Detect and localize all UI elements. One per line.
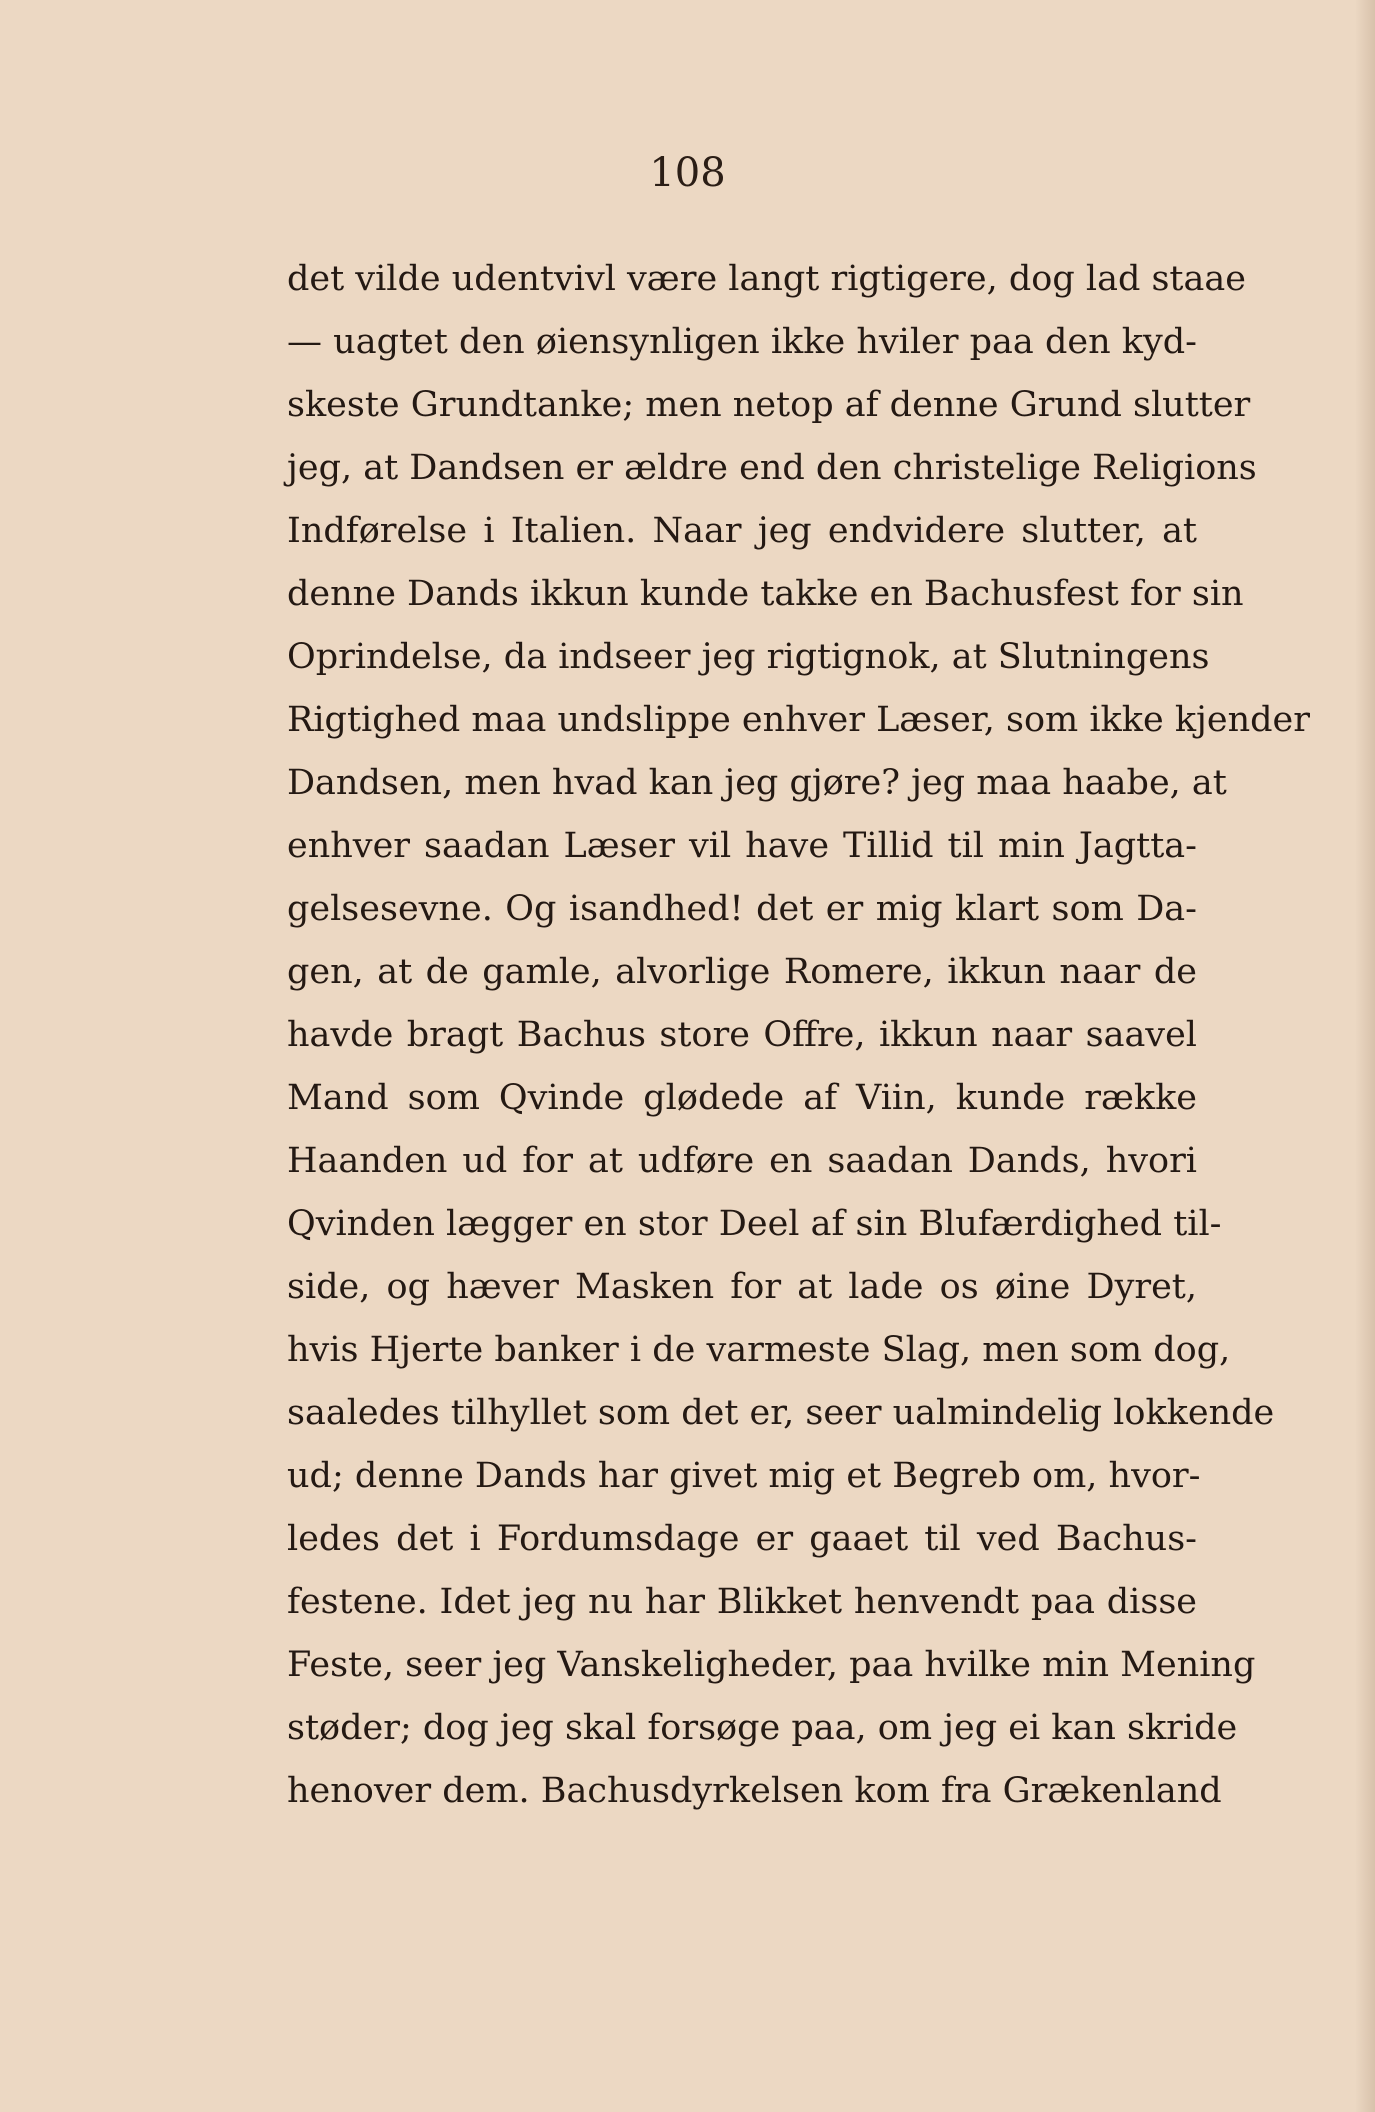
text-line: side, og hæver Masken for at lade os øine Dyret, — [287, 1267, 1197, 1307]
page-number: 108 — [649, 150, 726, 196]
text-line: gelsesevne. Og isandhed! det er mig klart som Da- — [287, 889, 1197, 929]
text-line: ledes det i Fordumsdage er gaaet til ved Bachus- — [287, 1519, 1197, 1559]
text-line: Feste, seer jeg Vanskeligheder, paa hvilke min Mening — [287, 1645, 1256, 1685]
text-line: Haanden ud for at udføre en saadan Dands, hvori — [287, 1141, 1197, 1181]
page-edge-shadow — [1355, 0, 1375, 2112]
text-line: hvis Hjerte banker i de varmeste Slag, men som dog, — [287, 1330, 1231, 1370]
text-line: gen, at de gamle, alvorlige Romere, ikkun naar de — [287, 952, 1197, 992]
text-line: henover dem. Bachusdyrkelsen kom fra Grækenland — [287, 1771, 1222, 1811]
text-line: skeste Grundtanke; men netop af denne Grund slutter — [287, 385, 1251, 425]
text-line: saaledes tilhyllet som det er, seer ualmindelig lokkende — [287, 1393, 1275, 1433]
text-line: Dandsen, men hvad kan jeg gjøre? jeg maa haabe, at — [287, 763, 1227, 803]
text-line: Oprindelse, da indseer jeg rigtignok, at Slutningens — [287, 637, 1210, 677]
text-line: Mand som Qvinde glødede af Viin, kunde række — [287, 1078, 1197, 1118]
text-line: ud; denne Dands har givet mig et Begreb om, hvor- — [287, 1456, 1201, 1496]
text-line: jeg, at Dandsen er ældre end den christelige Religions — [287, 448, 1257, 488]
text-line: — uagtet den øiensynligen ikke hviler paa den kyd- — [287, 322, 1197, 362]
body-text — [287, 248, 1310, 1823]
text-line: havde bragt Bachus store Offre, ikkun naar saavel — [287, 1015, 1197, 1055]
text-line: festene. Idet jeg nu har Blikket henvendt paa disse — [287, 1582, 1197, 1622]
text-line: Qvinden lægger en stor Deel af sin Blufærdighed til- — [287, 1204, 1222, 1244]
text-line: støder; dog jeg skal forsøge paa, om jeg ei kan skride — [287, 1708, 1238, 1748]
text-line: det vilde udentvivl være langt rigtigere, dog lad staae — [287, 259, 1246, 299]
text-line: enhver saadan Læser vil have Tillid til min Jagtta- — [287, 826, 1197, 866]
text-line: Rigtighed maa undslippe enhver Læser, som ikke kjender — [287, 700, 1310, 740]
text-line: Indførelse i Italien. Naar jeg endvidere slutter, at — [287, 511, 1197, 551]
text-line: denne Dands ikkun kunde takke en Bachusfest for sin — [287, 574, 1244, 614]
